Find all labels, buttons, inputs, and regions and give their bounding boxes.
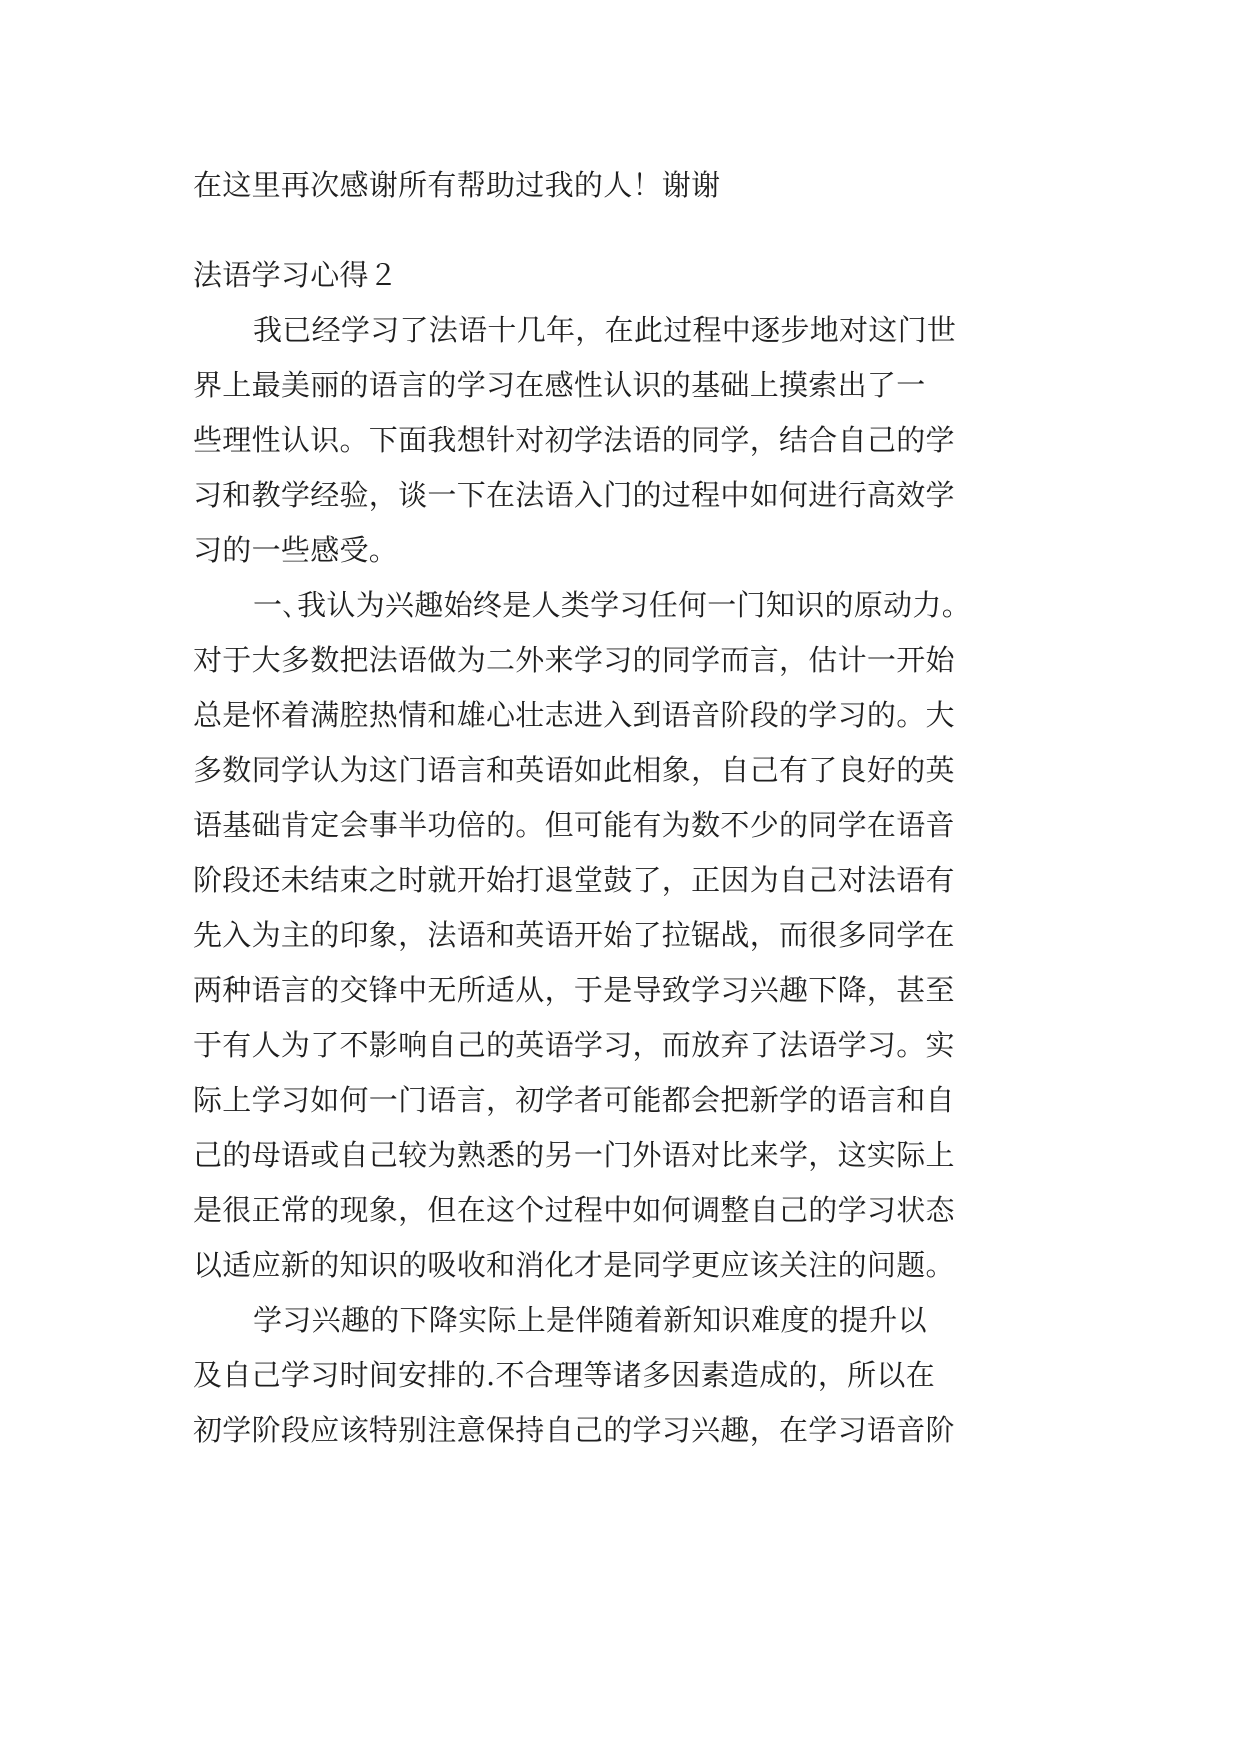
paragraph-line: 习和教学经验，谈一下在法语入门的过程中如何进行高效学 bbox=[193, 478, 955, 512]
section-title: 法语学习心得２ bbox=[193, 258, 399, 292]
paragraph-line: 一､我认为兴趣始终是人类学习任何一门知识的原动力。 bbox=[253, 588, 972, 622]
paragraph-line: 阶段还未结束之时就开始打退堂鼓了，正因为自己对法语有 bbox=[193, 863, 955, 897]
thanks-line: 在这里再次感谢所有帮助过我的人！谢谢 bbox=[193, 168, 721, 202]
paragraph-line: 于有人为了不影响自己的英语学习，而放弃了法语学习。实 bbox=[193, 1028, 955, 1062]
paragraph-line: 及自己学习时间安排的.不合理等诸多因素造成的，所以在 bbox=[193, 1358, 936, 1392]
paragraph-line: 总是怀着满腔热情和雄心壮志进入到语音阶段的学习的。大 bbox=[193, 698, 955, 732]
paragraph-line: 语基础肯定会事半功倍的。但可能有为数不少的同学在语音 bbox=[193, 808, 955, 842]
paragraph-line: 先入为主的印象，法语和英语开始了拉锯战，而很多同学在 bbox=[193, 918, 955, 952]
paragraph-line: 我已经学习了法语十几年，在此过程中逐步地对这门世 bbox=[253, 313, 957, 347]
paragraph-line: 界上最美丽的语言的学习在感性认识的基础上摸索出了一 bbox=[193, 368, 926, 402]
paragraph-line: 是很正常的现象，但在这个过程中如何调整自己的学习状态 bbox=[193, 1193, 955, 1227]
paragraph-line: 初学阶段应该特别注意保持自己的学习兴趣，在学习语音阶 bbox=[193, 1413, 955, 1447]
paragraph-line: 习的一些感受。 bbox=[193, 533, 399, 567]
paragraph-line: 学习兴趣的下降实际上是伴随着新知识难度的提升以 bbox=[253, 1303, 927, 1337]
paragraph-line: 多数同学认为这门语言和英语如此相象，自己有了良好的英 bbox=[193, 753, 955, 787]
paragraph-line: 些理性认识。下面我想针对初学法语的同学，结合自己的学 bbox=[193, 423, 955, 457]
paragraph-line: 对于大多数把法语做为二外来学习的同学而言，估计一开始 bbox=[193, 643, 955, 677]
paragraph-line: 以适应新的知识的吸收和消化才是同学更应该关注的问题。 bbox=[193, 1248, 955, 1282]
paragraph-line: 际上学习如何一门语言，初学者可能都会把新学的语言和自 bbox=[193, 1083, 955, 1117]
paragraph-line: 己的母语或自己较为熟悉的另一门外语对比来学，这实际上 bbox=[193, 1138, 955, 1172]
paragraph-line: 两种语言的交锋中无所适从，于是导致学习兴趣下降，甚至 bbox=[193, 973, 955, 1007]
